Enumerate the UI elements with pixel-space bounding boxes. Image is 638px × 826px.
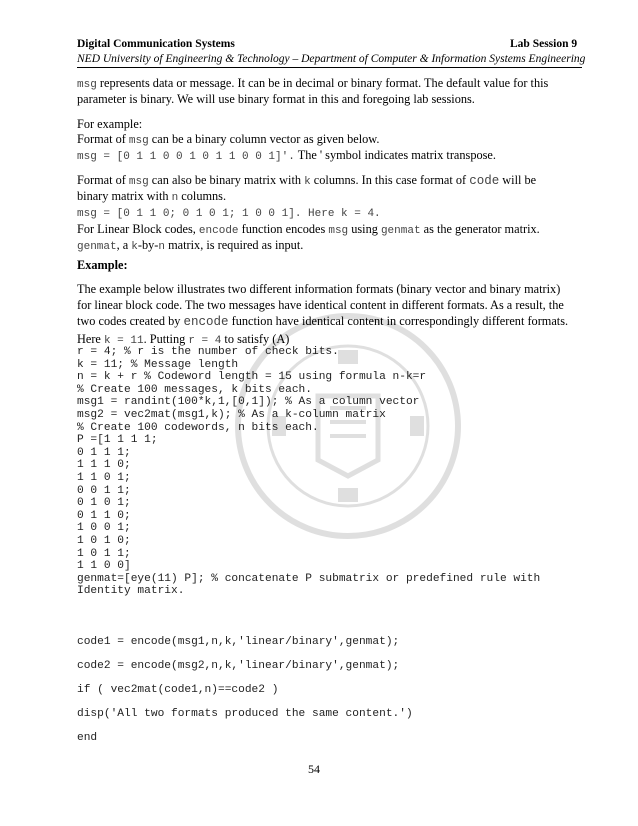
header-rule [77,67,582,68]
code-line: 1 0 0 1; [77,522,131,535]
example-format-line: Format of msg can be a binary column vector as given below. [77,132,380,147]
paragraph-msg-line-1: msg represents data or message. It can be in decimal or binary format. The default value for this [77,76,549,91]
example-description-line-3: two codes created by encode function have identical content in correspondingly different formats. [77,314,569,329]
code-line: msg2 = vec2mat(msg1,k); % As a k-column matrix [77,409,386,421]
code-end-statement: end [77,732,98,744]
inline-code-msg: msg [77,79,97,91]
code-line: 0 1 1 0; [77,509,131,522]
code-line: % Create 100 codewords, n bits each. [77,421,319,434]
code-encode-msg1: code1 = encode(msg1,n,k,'linear/binary',genmat); [77,636,400,648]
paragraph-matrix-code: msg = [0 1 1 0; 0 1 0 1; 1 0 0 1]. Here k = 4. [77,208,381,220]
paragraph-matrix-line-2: binary matrix with n columns. [77,189,227,204]
code-line: 1 1 0 0] [77,560,131,573]
code-disp-statement: disp('All two formats produced the same content.') [77,708,413,720]
code-line: 1 0 1 1; [77,547,131,560]
code-line: k = 11; % Message length [77,358,239,371]
code-line: n = k + r % Codeword length = 15 using formula n-k=r [77,371,427,384]
code-line: Identity matrix. [77,585,185,598]
code-line: 0 0 1 1; [77,484,131,497]
code-line: 0 1 0 1; [77,497,131,510]
header-lab-session: Lab Session 9 [510,38,578,50]
header-course-title: Digital Communication Systems [77,38,235,50]
genmat-requirement-line: genmat, a k-by-n matrix, is required as input. [77,238,304,253]
example-description-line-2: for linear block code. The two messages have identical content in different formats. As a result, the [77,298,564,312]
code-line: P =[1 1 1 1; [77,434,158,447]
code-line: % Create 100 messages, k bits each. [77,383,312,396]
header-department: NED University of Engineering & Technology – Department of Computer & Information Systems Engineering [77,53,586,65]
example-params-line: Here k = 11. Putting r = 4 to satisfy (A) [77,332,290,347]
example-heading: Example: [77,258,128,272]
code-line: r = 4; % r is the number of check bits. [77,346,339,358]
code-line: genmat=[eye(11) P]; % concatenate P submatrix or predefined rule with [77,572,541,585]
page-number: 54 [308,762,320,776]
code-line: 0 1 1 1; [77,446,131,459]
code-line: 1 0 1 0; [77,535,131,547]
code-line: 1 1 1 0; [77,459,131,472]
for-example-label: For example: [77,117,143,131]
code-encode-msg2: code2 = encode(msg2,n,k,'linear/binary',genmat); [77,660,400,672]
code-if-statement: if ( vec2mat(code1,n)==code2 ) [77,684,279,696]
example-column-vector-line: msg = [0 1 1 0 0 1 0 1 1 0 0 1]'. The ' symbol indicates matrix transpose. [77,148,496,163]
code-line: msg1 = randint(100*k,1,[0,1]); % As a column vector [77,396,420,409]
example-description-line-1: The example below illustrates two different information formats (binary vector and binary matrix) [77,282,561,296]
code-line: 1 1 0 1; [77,472,131,484]
paragraph-msg-line-2: parameter is binary. We will use binary format in this and foregoing lab sessions. [77,92,475,106]
linear-block-codes-line: For Linear Block codes, encode function encodes msg using genmat as the generator matrix. [77,222,540,237]
paragraph-matrix-line-1: Format of msg can also be binary matrix with k columns. In this case format of code will be [77,173,537,188]
